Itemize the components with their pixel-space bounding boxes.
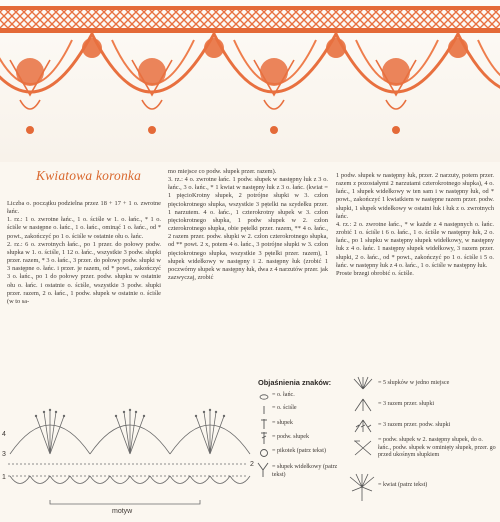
legend-item-y-stitch: = słupek widełkowy (patrz tekst): [272, 464, 338, 478]
motif-label: motyw: [112, 508, 133, 515]
legend-item-three-treble-together: = 3 razem przer. podw. słupki: [378, 422, 451, 428]
picot-icon: [258, 448, 270, 458]
row-number-1: 1: [2, 474, 6, 481]
legend-item-treble-crochet: = podw. słupek: [272, 434, 310, 440]
three-together-icon: [352, 398, 374, 412]
row-number-2: 2: [250, 461, 254, 468]
legend-item-crossed-treble: = podw. słupek w 2. następny słupek, do o. łańc., podw. słupek w ominięty słupek, przer. go przed ukośnym słupkiem: [378, 437, 496, 459]
legend-item-five-stitches: = 5 słupków w jedno miejsce: [378, 380, 450, 386]
instructions-column-3: [336, 172, 494, 278]
edging-paragraph: Proste brzegi obrobić o. ściśle.: [336, 269, 414, 277]
row-number-4: 4: [2, 431, 6, 438]
three-treble-together-icon: [352, 419, 374, 433]
pattern-title: Kwiatowa koronka: [36, 168, 142, 183]
lace-photo: [0, 0, 500, 162]
double-crochet-icon: [258, 418, 270, 430]
row-number-3: 3: [2, 451, 6, 458]
legend-item-single-crochet: = o. ściśle: [272, 405, 297, 411]
flower-icon: [346, 473, 378, 503]
legend-item-chain: = o. łańc.: [272, 392, 295, 398]
single-crochet-icon: [258, 405, 270, 415]
lace-illustration: [0, 0, 500, 162]
legend-item-three-together: = 3 razem przer. słupki: [378, 401, 435, 407]
crossed-treble-icon: [352, 440, 374, 456]
row-3-paragraph: 3. rz.: 4 o. zwrotne łańc. 1 podw. słupek w następny łuk z 3 o. łańc., 3 o. łańc., * 1 kwiat w następny łuk z 3 o. łańc. (kwiat = 1 pięcioKrotny słupek, 2 potrójne słupki w 3. człon pięciokrotnego słupka, wszystkie 3 pętelki na szydełku przer. 1 narzutem. 4 o. łańc., 1 czterokrotny słupek w 3. człon pięciokrotnego słupka, 1 podw słupek w 2. człon czterokrotnego słupka, obie pętelki przer. razem, ** 4 o. łańc., 2 razem przer. podw. słupki w 2. człon czterokrotnego słupka, od ** powt. 2 x, potem 4 o. łańc., 3 potrójne słupki w 3. człon pięciokrotnego słupka, wszystkie 3 pętelki przer. razem), 1 słupek widełkowy w następny i 2. następny łuk (zrobić 1 poczwórny słupek w następny łuk, dwa z 4 narzutów przer. jak zazwyczaj, zrobić: [168, 176, 328, 282]
row-1-paragraph: 1. rz.: 1 o. zwrotne łańc., 1 o. ściśle w 1. o. łańc., * 1 o. ściśle w następne o. łańc., 1 o. łańc., ominąć 1 o. łańc., od * powt., zakończyć po 1 o. ściśle w ostatnie ołu o. łańc.: [7, 216, 161, 240]
legend-title: Objaśnienia znaków:: [258, 378, 332, 387]
row-2-paragraph: 2. rz.: 6 o. zwrotnych łańc., po 1 przer. do połowy podw. słupka w 1. o. ściśle, 1 12 o. łańc., wszystkie 3 podw. słupki przer. razem, * 3 o. łańc., 3 przer. do połowy podw. słupki w 3 następne o. łańc. i przer. je razem, od * powt., zakończyć 3 o. łańc., po 1 do połowy przer. podw. słupku w ostatnie ołu o. łańc. i ostatnie o. ściśle, wszystkie 3 podw. słupki przer. razem, 2 o. łańc., 1 podw. słupek w ostatnie o. ściśle (w to sa-: [7, 240, 161, 305]
row-3-continued-paragraph: 1 podw. słupek w następny łuk, przer. 2 narzuty, potem przer. razem z pozostałymi 2 narzutami czterokrotnego słupka), 4 o. łańc., 1 słupek widełkowy w ten sam i w następny łuk, od * powt., zakończyć 1 kwiatkiem w następne razem przer. podw. słupki, 1 słupek widełkowy w ostatni łuk i łuk z o. zwrotnych łańc.: [336, 172, 494, 220]
chain-stitch-icon: [258, 392, 270, 402]
y-stitch-icon: [256, 462, 270, 478]
legend-item-double-crochet: = słupek: [272, 420, 293, 426]
chart-graphic: [0, 376, 258, 517]
instructions-column-1: [7, 200, 161, 306]
crochet-chart: [0, 376, 258, 517]
row-2-continued-paragraph: mo miejsce co podw. słupek przer. razem).: [168, 168, 277, 175]
legend-item-picot: = pikotek (patrz tekst): [272, 448, 327, 454]
instructions-column-2: [168, 168, 328, 282]
row-4-paragraph: 4. rz.: 2 o. zwrotne łańc., * w każde z 4 następnych o. łańc. zrobić 1 o. ściśle i 6 o. łańc., 1 o. ściśle w następny łuk, 2 o. łańc., po 1 słupku w następny słupek widełkowy, w następny łuk z 4 o. łańc. 1 następny słupek widełkowy, 3 razem przer. słupki, 2 o. łańc., od * powt., zakończyć po 1 o. ściśle i 5 o. łańc. w następny łuk z 4 o. łańc., 1 o. ściśle w następny łuk.: [336, 220, 494, 269]
treble-crochet-icon: [258, 431, 270, 445]
intro-paragraph: Liczba o. początku podzielna przez 18 + 17 + 1 o. zwrotne łańc.: [7, 200, 161, 216]
legend-item-flower: = kwiat (patrz tekst): [378, 482, 428, 488]
five-stitch-fan-icon: [352, 376, 374, 390]
